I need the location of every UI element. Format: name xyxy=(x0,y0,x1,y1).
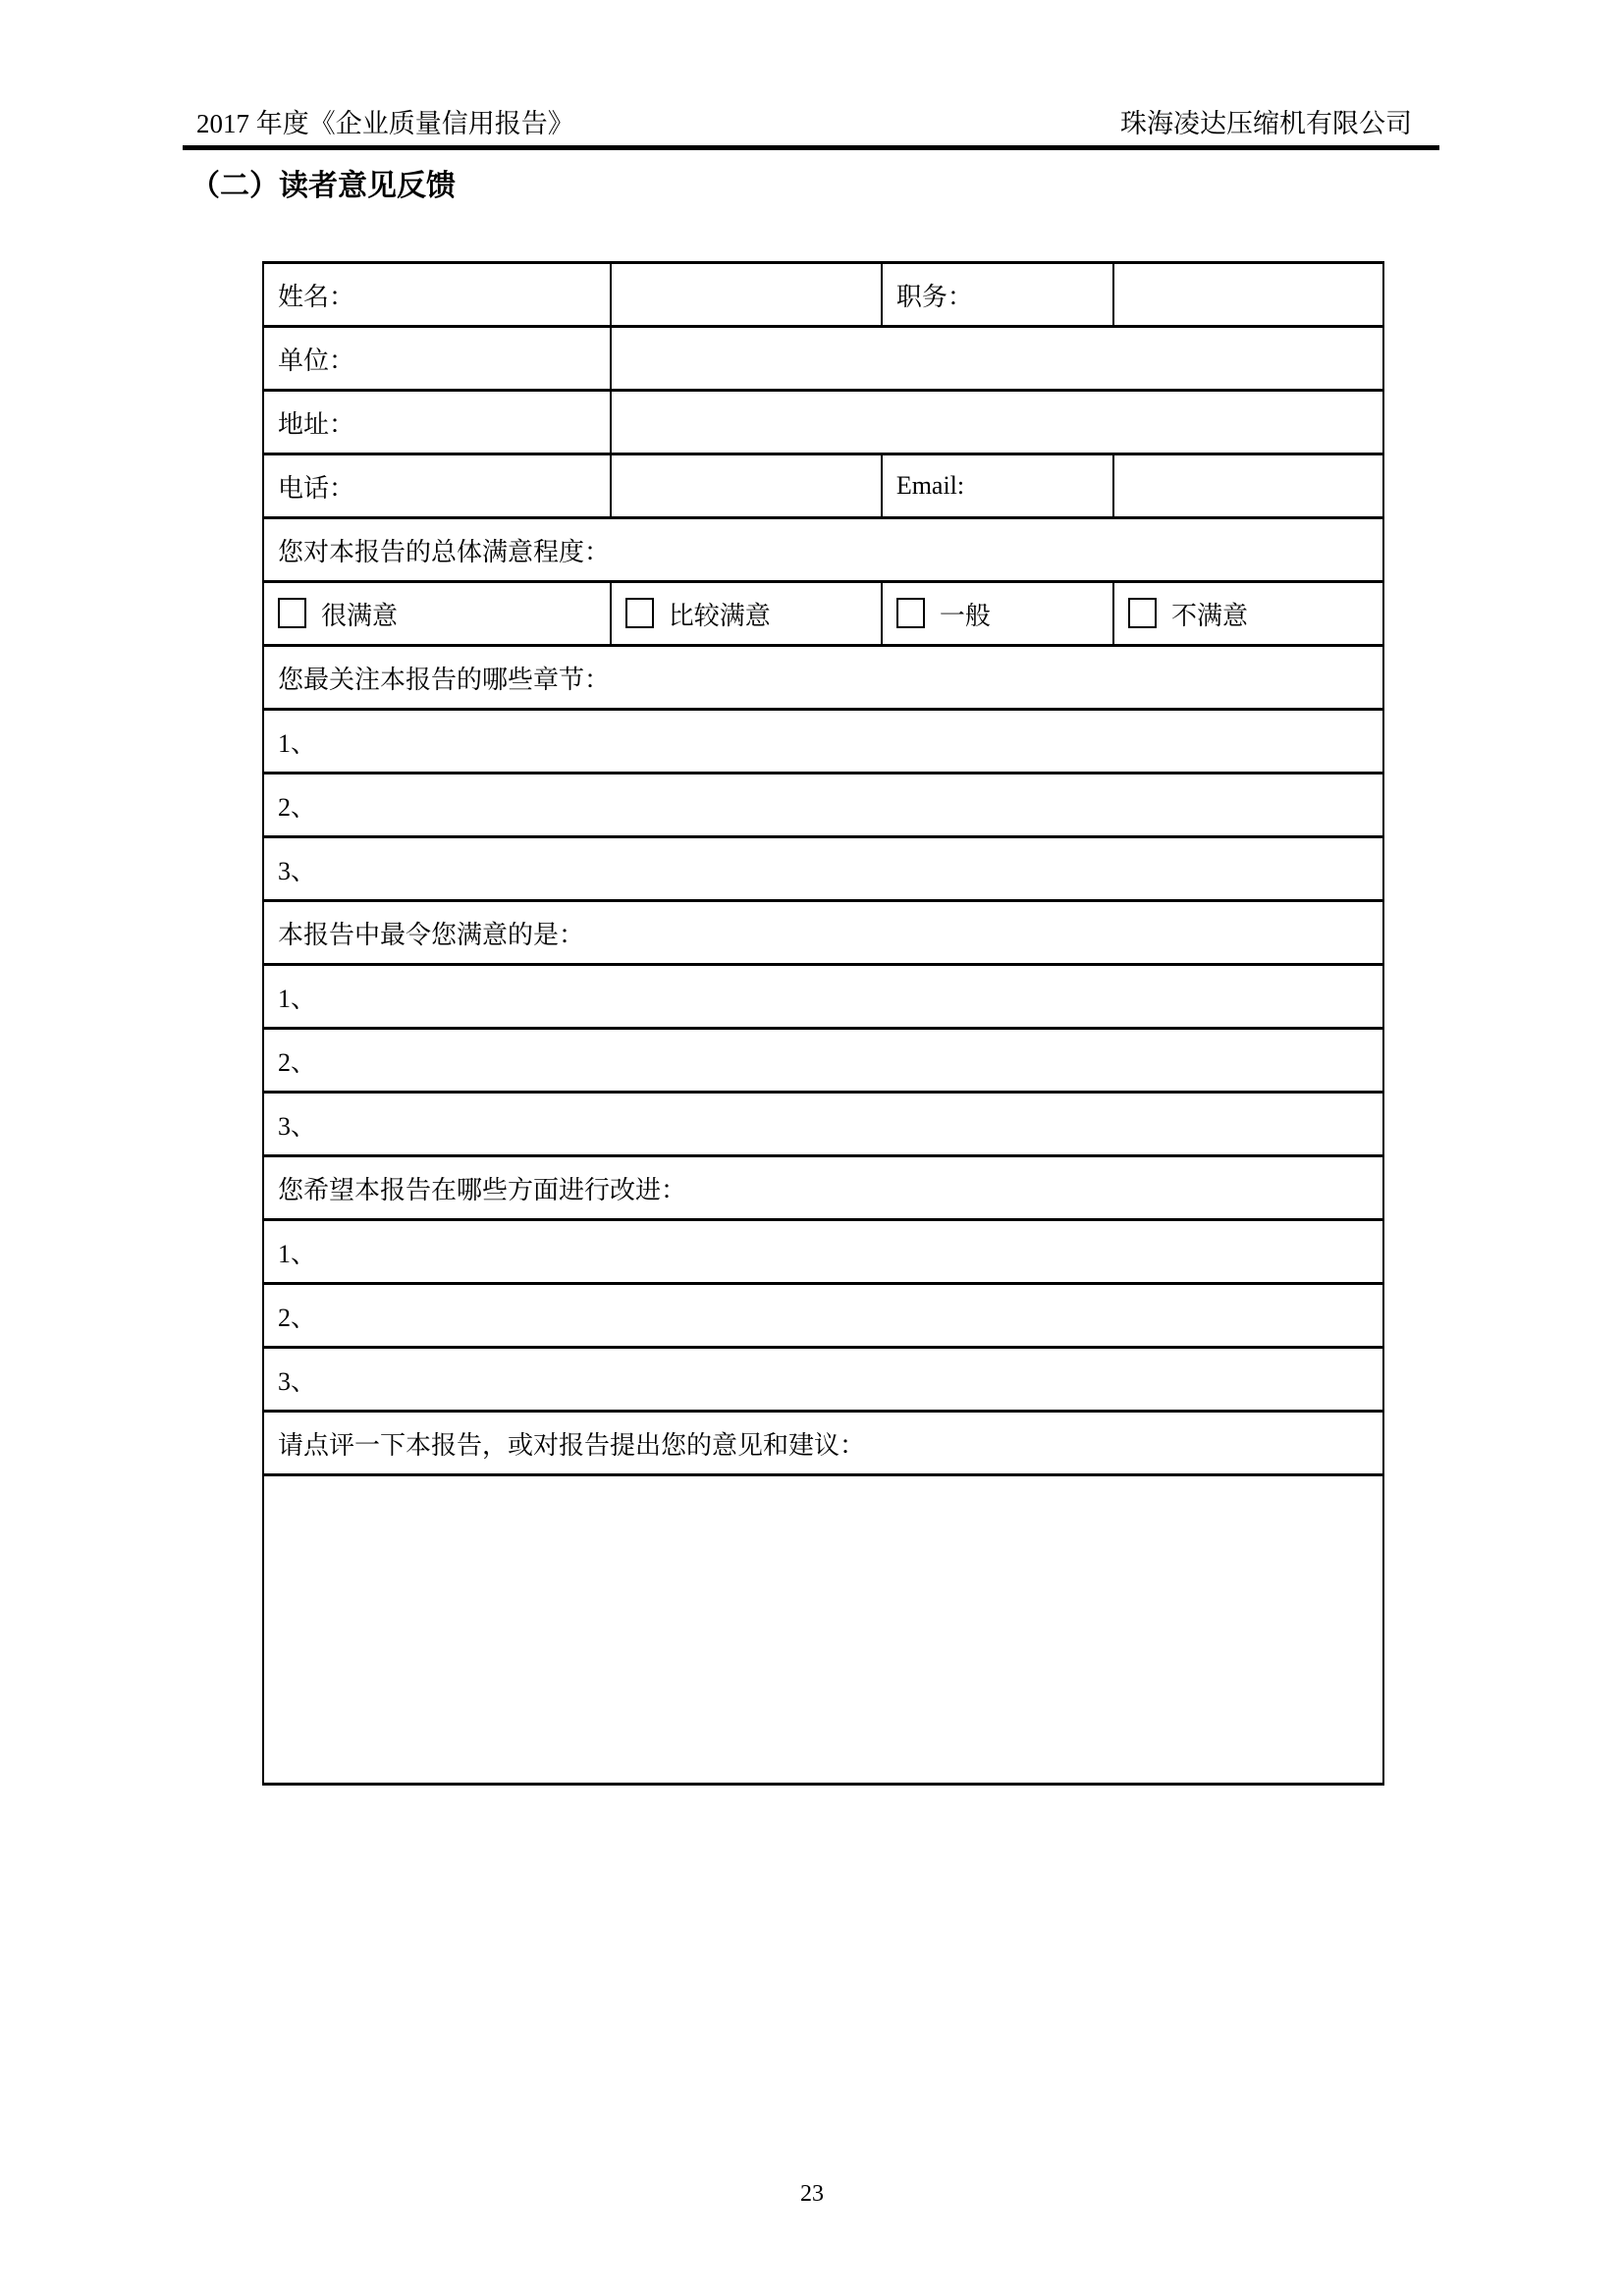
improve-item-1-cell: 1、 xyxy=(263,1220,1383,1284)
satisfied-item-3-cell: 3、 xyxy=(263,1093,1383,1156)
checkbox-fairly-satisfied-icon xyxy=(625,598,654,628)
satisfaction-options-row xyxy=(263,582,1383,646)
satisfied-item-row xyxy=(263,965,1383,1029)
chapters-item-1-cell: 1、 xyxy=(263,710,1383,774)
section-title: （二）读者意见反馈 xyxy=(190,170,456,202)
satisfied-item-row xyxy=(263,1093,1383,1156)
option-average-cell xyxy=(882,582,1113,646)
chapters-item-row xyxy=(263,774,1383,837)
checkbox-average-icon xyxy=(896,598,925,628)
company-label-cell: 单位： xyxy=(263,327,611,391)
email-value-cell xyxy=(1113,454,1383,518)
company-row xyxy=(263,327,1383,391)
option-average-label: 一般 xyxy=(939,601,991,630)
position-value-cell xyxy=(1113,263,1383,327)
chapters-item-row xyxy=(263,837,1383,901)
satisfied-item-2-cell: 2、 xyxy=(263,1029,1383,1093)
satisfaction-question-cell: 您对本报告的总体满意程度： xyxy=(263,518,1383,582)
chapters-item-3-cell: 3、 xyxy=(263,837,1383,901)
improve-item-3-cell: 3、 xyxy=(263,1348,1383,1412)
chapters-item-row xyxy=(263,710,1383,774)
comments-input-row xyxy=(263,1475,1383,1785)
company-value-cell xyxy=(611,327,1383,391)
option-fairly-satisfied-cell xyxy=(611,582,882,646)
name-position-row xyxy=(263,263,1383,327)
improve-item-row xyxy=(263,1284,1383,1348)
address-row xyxy=(263,391,1383,454)
chapters-item-2-cell: 2、 xyxy=(263,774,1383,837)
satisfied-item-row xyxy=(263,1029,1383,1093)
phone-email-row xyxy=(263,454,1383,518)
header-rule xyxy=(183,145,1439,150)
improve-question-cell: 您希望本报告在哪些方面进行改进： xyxy=(263,1156,1383,1220)
option-unsatisfied-label: 不满意 xyxy=(1170,601,1248,630)
improve-item-row xyxy=(263,1348,1383,1412)
satisfaction-question-row xyxy=(263,518,1383,582)
phone-value-cell xyxy=(611,454,882,518)
satisfied-question-row xyxy=(263,901,1383,965)
address-label-cell: 地址： xyxy=(263,391,611,454)
satisfied-item-1-cell: 1、 xyxy=(263,965,1383,1029)
header-company-name: 珠海凌达压缩机有限公司 xyxy=(1120,109,1412,138)
position-label-cell: 职务： xyxy=(882,263,1113,327)
page-number: 23 xyxy=(800,2181,824,2207)
comments-input-cell xyxy=(263,1475,1383,1785)
option-unsatisfied-cell xyxy=(1113,582,1383,646)
improve-item-2-cell: 2、 xyxy=(263,1284,1383,1348)
chapters-question-cell: 您最关注本报告的哪些章节： xyxy=(263,646,1383,710)
option-very-satisfied-cell xyxy=(263,582,611,646)
option-very-satisfied-label: 很满意 xyxy=(321,601,399,630)
page-header xyxy=(196,104,1412,143)
name-value-cell xyxy=(611,263,882,327)
feedback-form-table xyxy=(262,261,1384,1786)
checkbox-unsatisfied-icon xyxy=(1128,598,1157,628)
checkbox-very-satisfied-icon xyxy=(278,598,306,628)
email-label-cell: Email: xyxy=(882,454,1113,518)
improve-item-row xyxy=(263,1220,1383,1284)
header-report-title: 2017 年度《企业质量信用报告》 xyxy=(196,109,574,138)
address-value-cell xyxy=(611,391,1383,454)
satisfied-question-cell: 本报告中最令您满意的是： xyxy=(263,901,1383,965)
name-label-cell: 姓名： xyxy=(263,263,611,327)
comments-question-cell: 请点评一下本报告，或对报告提出您的意见和建议： xyxy=(263,1412,1383,1475)
chapters-question-row xyxy=(263,646,1383,710)
comments-question-row xyxy=(263,1412,1383,1475)
improve-question-row xyxy=(263,1156,1383,1220)
phone-label-cell: 电话： xyxy=(263,454,611,518)
option-fairly-satisfied-label: 比较满意 xyxy=(668,601,771,630)
